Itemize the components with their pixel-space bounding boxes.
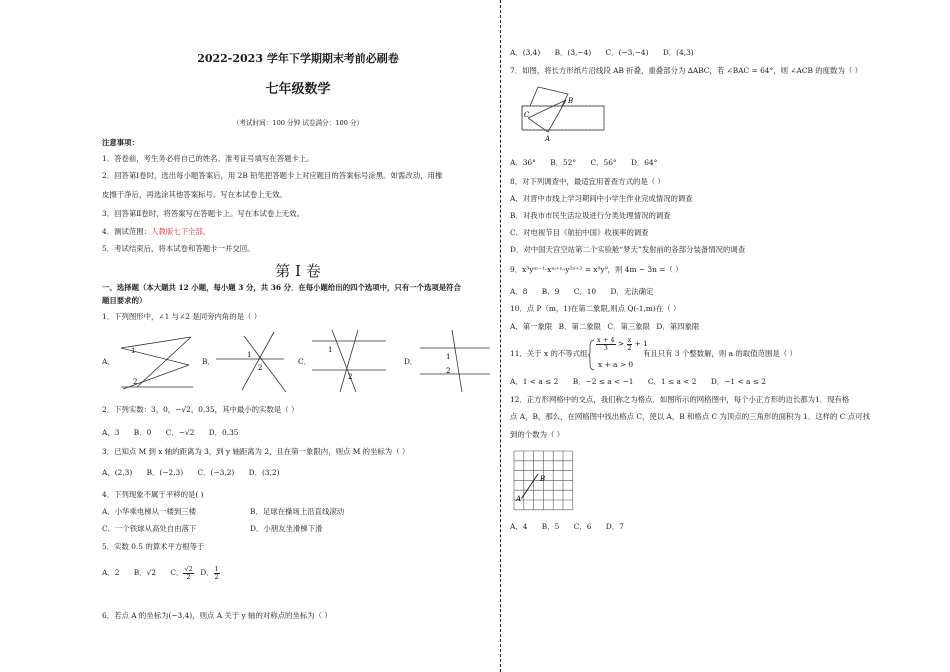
q2-option-a[interactable]: A．3 <box>102 428 120 437</box>
q11-option-a[interactable]: A．1 < a ≤ 2 <box>510 377 559 386</box>
q1-label-b: B． <box>202 357 215 366</box>
q6-options <box>510 49 706 58</box>
q1b-angle-1: 1 <box>247 351 252 359</box>
q8-option-b[interactable]: B．对我市市民生活垃圾进行分类处理情况的调查 <box>510 211 671 220</box>
q4-stem: 4．下列现象不属于平移的是( ) <box>102 490 204 499</box>
q5-d-denominator: 2 <box>214 572 219 581</box>
q11-option-d[interactable]: D．−1 < a ≤ 2 <box>710 377 766 386</box>
q10-stem: 10．点 P（m，1)在第二象限,则点 Q(-1,m)在（ ） <box>510 304 681 313</box>
q7-point-c: C <box>524 111 530 119</box>
notes-heading: 注意事项： <box>102 138 139 147</box>
q7-point-a: A <box>545 135 551 143</box>
q3-option-b[interactable]: B．(−2,3) <box>146 468 184 477</box>
note-1: 1．答卷前，考生务必将自己的姓名、准考证号填写在答题卡上。 <box>102 154 314 163</box>
q1d-angle-1: 1 <box>446 353 451 361</box>
q11-brace <box>588 339 596 371</box>
exam-info: （考试时间：100 分钟 试卷满分：100 分） <box>232 119 364 127</box>
q3-stem: 3．已知点 M 到 x 轴的距离为 3，到 y 轴距离为 2，且在第一象限内，则点 M 的坐标为（ ） <box>102 447 410 456</box>
q1-figure-b <box>214 330 294 392</box>
q12-option-b[interactable]: B．5 <box>541 522 560 531</box>
q8-option-c[interactable]: C．对电视节目《航拍中国》收视率的调查 <box>510 228 649 237</box>
q6-option-b[interactable]: B．(3,−4) <box>554 48 592 57</box>
note-2b: 皮擦干净后，再选涂其他答案标号。写在本试卷上无效。 <box>102 190 287 199</box>
section-instructions-a: 一、选择题（本大题共 12 小题，每小题 3 分，共 36 分．在每小题给出的四个选项中，只有一个选项是符合 <box>102 283 461 292</box>
q1-figure-a <box>117 330 197 392</box>
q9-option-a[interactable]: A．8 <box>510 287 528 296</box>
q2-option-c[interactable]: C．−√2 <box>165 428 195 437</box>
q9-options <box>510 288 665 297</box>
q9-option-c[interactable]: C．10 <box>573 287 597 296</box>
q10-option-a[interactable]: A．第一象限 <box>510 322 553 331</box>
q7-option-d[interactable]: D．64° <box>630 158 658 167</box>
q1-label-a: A． <box>102 357 115 366</box>
q5-option-a[interactable]: A．2 <box>102 568 120 578</box>
q7-option-c[interactable]: C．56° <box>590 158 617 167</box>
q11-prefix: 11．关于 x 的不等式组 <box>510 349 588 358</box>
q7-options <box>510 159 669 168</box>
q10-option-c[interactable]: C．第三象限 <box>607 322 651 331</box>
q2-options <box>102 429 250 438</box>
q12-option-a[interactable]: A．4 <box>510 522 528 531</box>
q4-option-d[interactable]: D．小朋友坐滑梯下滑 <box>250 524 323 533</box>
part-heading: 第 I 卷 <box>275 262 321 280</box>
q5-option-b[interactable]: B．√2 <box>133 568 157 578</box>
q12-line-1: 12．正方形网格中的交点，我们称之为格点．如图所示的网格图中，每个小正方形的边长都为1．现有格 <box>510 395 850 404</box>
q4-option-c[interactable]: C．一个铁球从高处自由落下 <box>102 524 197 533</box>
q2-option-b[interactable]: B．0 <box>133 428 152 437</box>
q1a-angle-1: 1 <box>131 347 136 355</box>
q10-options <box>510 323 703 332</box>
note-2a: 2．回答第Ⅰ卷时，选出每小题答案后，用 2B 铅笔把答题卡上对应题目的答案标号涂黑。如需改动，用橡 <box>102 171 443 180</box>
q1a-angle-2: 2 <box>133 378 138 386</box>
q7-option-b[interactable]: B．52° <box>550 158 577 167</box>
q9-stem: 9．x³yᵐ⁻¹·xᵐ⁺ⁿ·y²ⁿ⁺² = x⁹y⁹，则 4m − 3n =（ ） <box>510 265 683 274</box>
q11-inequality-2: x + a > 0 <box>598 360 634 369</box>
q10-option-b[interactable]: B．第二象限 <box>558 322 602 331</box>
q1d-angle-2: 2 <box>446 367 451 375</box>
q5-d-numerator: 1 <box>214 565 219 573</box>
q7-option-a[interactable]: A．36° <box>510 158 536 167</box>
q11-option-c[interactable]: C．1 ≤ a < 2 <box>647 377 697 386</box>
q12-point-a: A <box>516 495 522 503</box>
q4-option-a[interactable]: A．小华乘电梯从一楼到三楼 <box>102 507 197 516</box>
q5-options <box>102 566 232 580</box>
q6-option-a[interactable]: A．(3,4) <box>510 48 541 57</box>
q8-stem: 8．对下列调查中，最适宜用普查方式的是（ ） <box>510 177 665 186</box>
q3-option-c[interactable]: C．(−3,2) <box>197 468 235 477</box>
q10-option-d[interactable]: D．第四象限 <box>656 322 700 331</box>
q3-option-d[interactable]: D．(3,2) <box>248 468 280 477</box>
test-range: 人教版七下全部。 <box>151 227 211 236</box>
note-3: 3．回答第Ⅱ卷时，将答案写在答题卡上。写在本试卷上无效。 <box>102 209 304 218</box>
q1-label-d: D． <box>404 357 418 366</box>
q1b-angle-2: 2 <box>258 364 263 372</box>
q1-figure-c <box>310 328 390 394</box>
q11-options <box>510 378 778 387</box>
q12-options <box>510 523 636 532</box>
q8-option-d[interactable]: D．对中国天宫空站第二个实验舱“梦天”发射前的各部分装备情况的调查 <box>510 245 746 254</box>
q12-point-b: B <box>540 475 546 483</box>
q12-line-2: 点 A，B，那么，在网格图中找出格点 C，使以 A，B 和格点 C 为顶点的三角形的面积为 1．这样的 C 点可找 <box>510 412 870 421</box>
q1-figure-d <box>416 328 496 394</box>
q6-option-c[interactable]: C．(−3,−4) <box>605 48 649 57</box>
q11-inequality-1: $\frac{x + 4}{3}$ > $\frac{x}{2}$ + 1 <box>597 336 648 352</box>
page-divider <box>500 0 501 672</box>
q2-option-d[interactable]: D．0.35 <box>208 428 239 437</box>
q5-stem: 5．实数 0.5 的算术平方根等于 <box>102 542 205 551</box>
q6-option-d[interactable]: D．(4,3) <box>662 48 694 57</box>
q4-option-b[interactable]: B．足球在操场上沿直线滚动 <box>250 507 345 516</box>
q8-option-a[interactable]: A．对晋中市线上学习期间中小学生作业完成情况的调查 <box>510 194 693 203</box>
exam-subject: 七年级数学 <box>265 82 331 97</box>
q11-suffix: 有且只有 3 个整数解，则 a 的取值范围是（ ） <box>643 349 797 358</box>
q3-options <box>102 469 291 478</box>
q7-figure <box>518 84 608 144</box>
q7-point-b: B <box>568 97 574 105</box>
q12-option-c[interactable]: C．6 <box>573 522 592 531</box>
section-instructions-b: 题目要求的） <box>102 296 147 305</box>
q12-grid-figure <box>512 449 582 511</box>
q2-stem: 2．下列实数：3，0，−√2，0.35，其中最小的实数是（ ） <box>102 405 299 414</box>
q12-line-3: 到的个数为（ ） <box>510 430 565 439</box>
q5-option-d[interactable]: D． $\frac{1}{2}$ <box>200 565 219 581</box>
q11-option-b[interactable]: B．−2 ≤ a < −1 <box>572 377 634 386</box>
q3-option-a[interactable]: A．(2,3) <box>102 468 133 477</box>
note-5: 5．考试结束后，将本试卷和答题卡一并交回。 <box>102 244 255 253</box>
q6-stem: 6．若点 A 的坐标为(−3,4)，则点 A 关于 y 轴的对称点的坐标为（ ） <box>102 611 332 620</box>
q1c-angle-1: 1 <box>328 346 333 354</box>
q7-stem: 7．如图，将长方形纸片沿线段 AB 折叠，重叠部分为 ∆ABC，若 ∠BAC = 64°，则 ∠ACB 的度数为（ ） <box>510 66 862 75</box>
q1c-angle-2: 2 <box>348 373 353 381</box>
q9-option-b[interactable]: B．9 <box>541 287 560 296</box>
note-4: 4．测试范围：人教版七下全部。 <box>102 227 211 236</box>
exam-title: 2022-2023 学年下学期期末考前必刷卷 <box>197 52 399 65</box>
q9-option-d[interactable]: D．无法确定 <box>610 287 654 296</box>
q5-c-numerator: √2 <box>184 565 193 573</box>
q5-option-c[interactable]: C． $\frac{√2}{2}$ <box>170 565 193 581</box>
q5-c-denominator: 2 <box>186 572 191 581</box>
q12-option-d[interactable]: D．7 <box>605 522 624 531</box>
q1-stem: 1．下列图形中，∠1 与∠2 是同旁内角的是（ ） <box>102 312 262 321</box>
q1-label-c: C． <box>298 357 312 366</box>
